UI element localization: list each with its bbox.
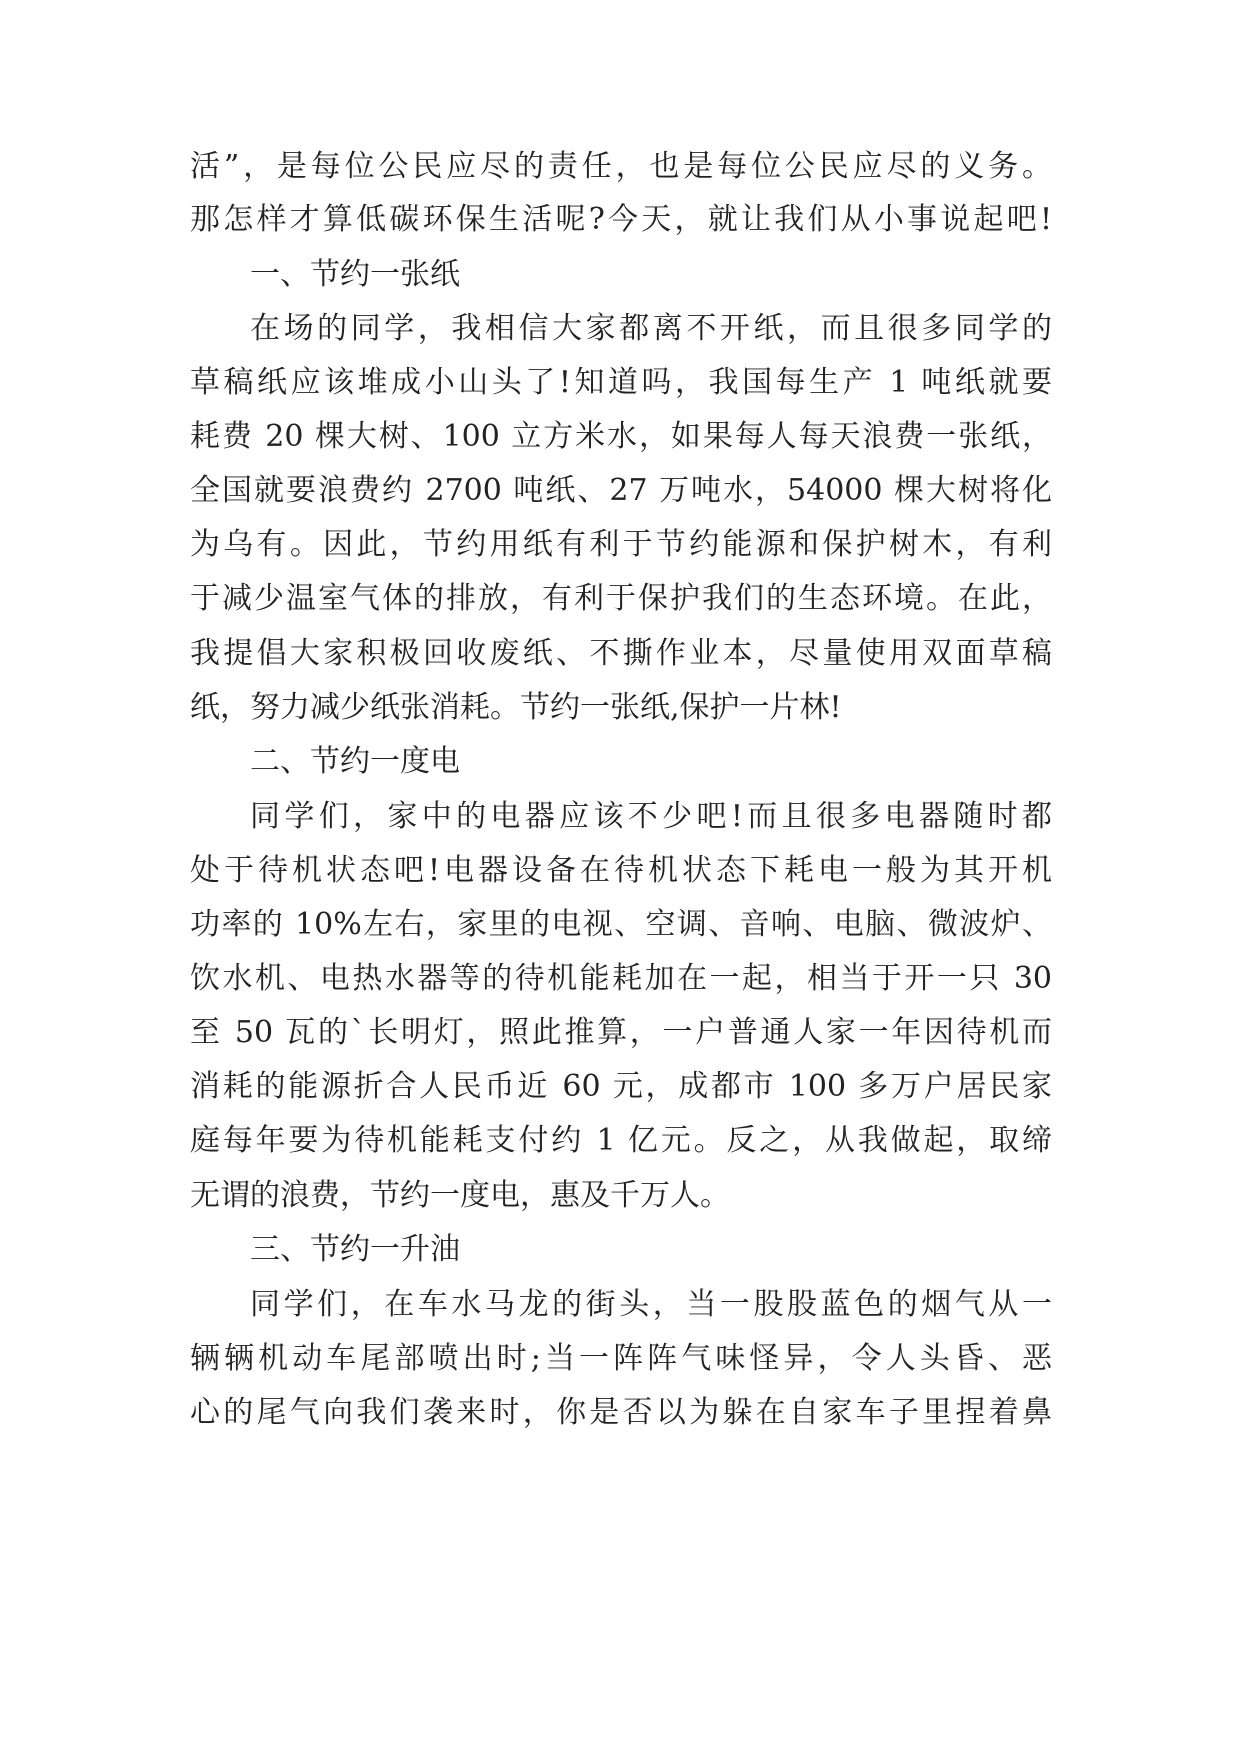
paragraph-line: 辆辆机动车尾部喷出时;当一阵阵气味怪异，令人头昏、恶: [190, 1341, 1052, 1376]
paragraph-line: 功率的 10%左右，家里的电视、空调、音响、电脑、微波炉、: [190, 907, 1052, 942]
paragraph-line: 我提倡大家积极回收废纸、不撕作业本，尽量使用双面草稿: [190, 636, 1052, 671]
section-heading-electricity: 二、节约一度电: [250, 744, 460, 779]
section-heading-oil: 三、节约一升油: [250, 1232, 460, 1267]
section-heading-paper: 一、节约一张纸: [250, 257, 460, 292]
paragraph-line: 耗费 20 棵大树、100 立方米水，如果每人每天浪费一张纸，: [190, 419, 1052, 454]
paragraph-line: 活”，是每位公民应尽的责任，也是每位公民应尽的义务。: [190, 149, 1052, 184]
paragraph-line: 饮水机、电热水器等的待机能耗加在一起，相当于开一只 30: [190, 961, 1052, 996]
paragraph-line: 消耗的能源折合人民币近 60 元，成都市 100 多万户居民家: [190, 1069, 1052, 1104]
paragraph-line: 同学们，家中的电器应该不少吧!而且很多电器随时都: [250, 799, 1052, 834]
paragraph-line: 同学们，在车水马龙的街头，当一股股蓝色的烟气从一: [250, 1287, 1052, 1322]
paragraph-line: 那怎样才算低碳环保生活呢?今天，就让我们从小事说起吧!: [190, 202, 1052, 237]
paragraph-line: 至 50 瓦的`长明灯，照此推算，一户普通人家一年因待机而: [190, 1015, 1052, 1050]
paragraph-line: 于减少温室气体的排放，有利于保护我们的生态环境。在此，: [190, 581, 1052, 616]
paragraph-line: 纸，努力减少纸张消耗。节约一张纸,保护一片林!: [190, 690, 842, 725]
paragraph-line: 无谓的浪费，节约一度电，惠及千万人。: [190, 1178, 730, 1213]
paragraph-line: 为乌有。因此，节约用纸有利于节约能源和保护树木，有利: [190, 527, 1052, 562]
paragraph-line: 庭每年要为待机能耗支付约 1 亿元。反之，从我做起，取缔: [190, 1123, 1052, 1158]
paragraph-line: 全国就要浪费约 2700 吨纸、27 万吨水，54000 棵大树将化: [190, 473, 1052, 508]
paragraph-line: 心的尾气向我们袭来时，你是否以为躲在自家车子里捏着鼻: [190, 1395, 1052, 1430]
paragraph-line: 在场的同学，我相信大家都离不开纸，而且很多同学的: [250, 311, 1052, 346]
paragraph-line: 草稿纸应该堆成小山头了!知道吗，我国每生产 1 吨纸就要: [190, 365, 1052, 400]
paragraph-line: 处于待机状态吧!电器设备在待机状态下耗电一般为其开机: [190, 853, 1052, 888]
